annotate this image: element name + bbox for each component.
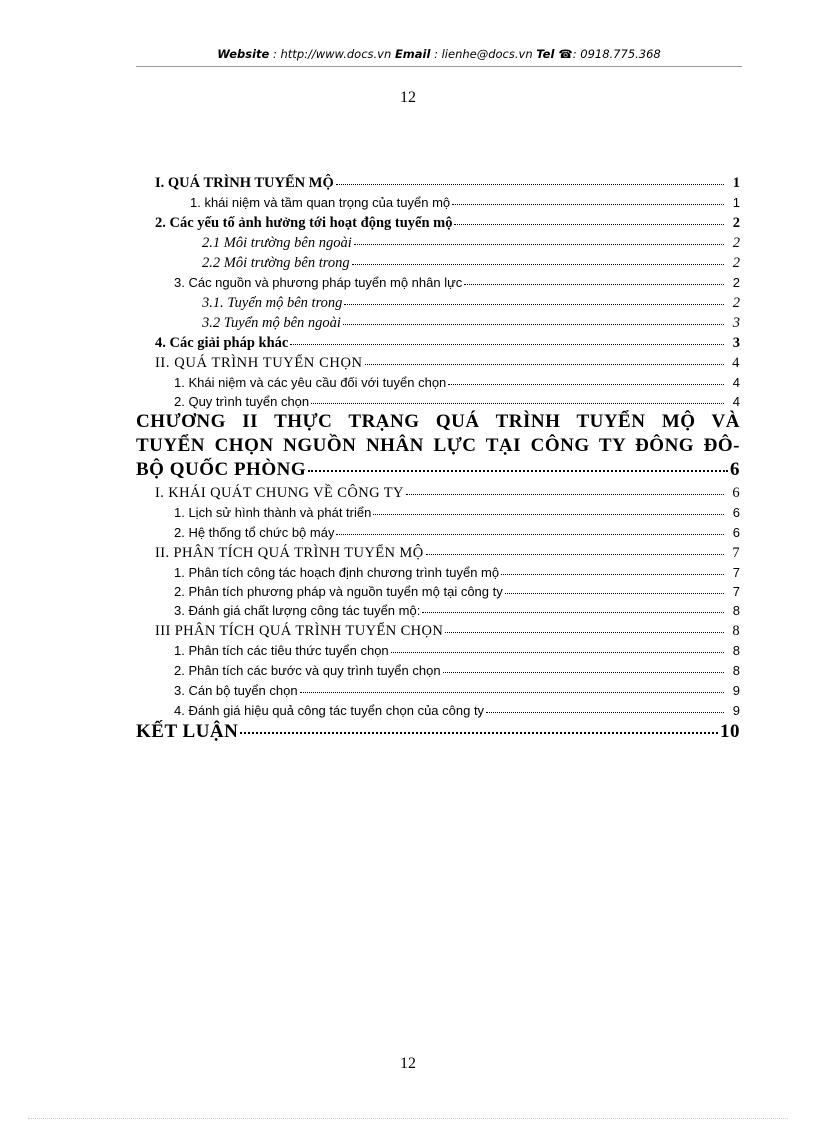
toc-entry-page: 4 xyxy=(732,394,740,409)
toc-entry-page: 2 xyxy=(732,235,740,251)
toc-entry-title: 3. Đánh giá chất lượng công tác tuyển mộ: xyxy=(174,603,421,618)
toc-entry-page: 7 xyxy=(732,584,740,599)
toc-entry-title: 2. Các yếu tố ảnh hưởng tới hoạt động tuyển mộ xyxy=(155,215,453,231)
toc-entry-page: 4 xyxy=(732,375,740,390)
toc-entry-page: 6 xyxy=(732,485,740,501)
chapter-line-1: CHƯƠNG II THỰC TRẠNG QUÁ TRÌNH TUYỂN MỘ VÀ xyxy=(136,411,740,432)
toc-entry xyxy=(174,373,740,393)
toc-entry-title: 2. Quy trình tuyển chọn xyxy=(174,394,310,409)
tel-value: : 0918.775.368 xyxy=(572,47,661,61)
toc-entry xyxy=(174,563,740,583)
toc-entry-page: 8 xyxy=(732,643,740,658)
toc-chapter-heading xyxy=(136,410,740,482)
toc-entry-page: 8 xyxy=(732,623,740,639)
toc-entry xyxy=(190,193,740,213)
toc-entry-title: III PHÂN TÍCH QUÁ TRÌNH TUYỂN CHỌN xyxy=(155,623,444,639)
toc-entry xyxy=(202,313,740,333)
toc-entry-page: 9 xyxy=(732,683,740,698)
toc-entry xyxy=(155,213,740,233)
toc-entry-page: 2 xyxy=(732,275,740,290)
chapter-line-2: TUYỂN CHỌN NGUỒN NHÂN LỰC TẠI CÔNG TY ĐÔNG ĐÔ- xyxy=(136,435,740,456)
page-number-top: 12 xyxy=(400,89,416,106)
toc-entry-page: 7 xyxy=(732,565,740,580)
website-value: : http://www.docs.vn xyxy=(272,47,392,61)
toc-entry-page: 9 xyxy=(732,703,740,718)
toc-entry-title: 3. Cán bộ tuyển chọn xyxy=(174,683,298,698)
toc-entry-page: 3 xyxy=(732,315,740,331)
toc-entry xyxy=(174,582,740,602)
toc-entry xyxy=(174,523,740,543)
toc-entry-title: 2. Phân tích phương pháp và nguồn tuyển mộ tại công ty xyxy=(174,584,503,599)
chapter-line-3 xyxy=(136,458,740,482)
toc-entry xyxy=(155,543,740,563)
toc-entry-page: 2 xyxy=(732,255,740,271)
toc-entry-page: 1 xyxy=(732,175,740,191)
toc-entry-page: 7 xyxy=(732,545,740,561)
toc-entry-title: 1. khái niệm và tầm quan trọng của tuyển mộ xyxy=(190,195,451,210)
email-label: Email xyxy=(394,47,431,61)
toc-entry xyxy=(155,621,740,641)
toc-entry-title: 2. Hệ thống tổ chức bộ máy xyxy=(174,525,335,540)
conclusion-page: 10 xyxy=(720,721,740,742)
page-number-bottom: 12 xyxy=(400,1055,416,1072)
toc-entry-title: 3.2 Tuyển mộ bên ngoài xyxy=(202,315,341,331)
email-value: : lienhe@docs.vn xyxy=(434,47,533,61)
toc-entry-title: 2.1 Môi trường bên ngoài xyxy=(202,235,352,251)
toc-entry-page: 2 xyxy=(732,215,740,231)
toc-entry xyxy=(174,661,740,681)
toc-entry xyxy=(174,392,740,412)
toc-entry-page: 8 xyxy=(732,603,740,618)
toc-entry-title: 2.2 Môi trường bên trong xyxy=(202,255,350,271)
toc-entry-title: 3.1. Tuyển mộ bên trong xyxy=(202,295,343,311)
toc-entry-page: 2 xyxy=(732,295,740,311)
toc-entry-title: 4. Các giải pháp khác xyxy=(155,335,289,351)
chapter-page: 6 xyxy=(730,459,740,480)
toc-entry xyxy=(202,233,740,253)
toc-entry-title: 2. Phân tích các bước và quy trình tuyển chọn xyxy=(174,663,441,678)
toc-entry xyxy=(174,273,740,293)
toc-entry-title: II. QUÁ TRÌNH TUYỂN CHỌN xyxy=(155,355,363,371)
toc-entry xyxy=(155,173,740,193)
toc-conclusion xyxy=(136,720,740,744)
website-label: Website xyxy=(217,47,270,61)
toc-entry xyxy=(202,293,740,313)
toc-entry xyxy=(174,601,740,621)
toc-entry-title: II. PHÂN TÍCH QUÁ TRÌNH TUYỂN MỘ xyxy=(155,545,424,561)
footer-divider xyxy=(28,1118,788,1119)
toc-entry-page: 3 xyxy=(732,335,740,351)
toc-entry xyxy=(155,353,740,373)
toc-entry xyxy=(174,701,740,721)
toc-entry xyxy=(174,641,740,661)
toc-entry xyxy=(174,681,740,701)
toc-entry-title: 1. Phân tích các tiêu thức tuyển chọn xyxy=(174,643,389,658)
toc-entry-page: 4 xyxy=(732,355,740,371)
header-divider xyxy=(136,66,742,67)
toc-entry xyxy=(174,503,740,523)
toc-entry-title: 4. Đánh giá hiệu quả công tác tuyển chọn của công ty xyxy=(174,703,485,718)
conclusion-title: KẾT LUẬN xyxy=(136,721,239,742)
tel-label: Tel ☎ xyxy=(536,47,573,61)
toc-entry-title: 1. Phân tích công tác hoạch định chương trình tuyển mộ xyxy=(174,565,500,580)
toc-entry xyxy=(202,253,740,273)
toc-entry-title: 1. Lịch sử hình thành và phát triển xyxy=(174,505,372,520)
toc-entry xyxy=(155,483,740,503)
toc-entry-title: 3. Các nguồn và phương pháp tuyển mộ nhân lực xyxy=(174,275,463,290)
chapter-line-3-text: BỘ QUỐC PHÒNG xyxy=(136,459,307,480)
page-header xyxy=(136,47,742,61)
toc-entry-page: 8 xyxy=(732,663,740,678)
toc-entry-page: 6 xyxy=(732,525,740,540)
toc-entry-page: 6 xyxy=(732,505,740,520)
toc-entry-page: 1 xyxy=(732,195,740,210)
toc-entry-title: I. QUÁ TRÌNH TUYỂN MỘ xyxy=(155,175,334,191)
toc-entry xyxy=(155,333,740,353)
toc-entry-title: I. KHÁI QUÁT CHUNG VỀ CÔNG TY xyxy=(155,485,404,501)
toc-entry-title: 1. Khái niệm và các yêu cầu đối với tuyển chọn xyxy=(174,375,447,390)
